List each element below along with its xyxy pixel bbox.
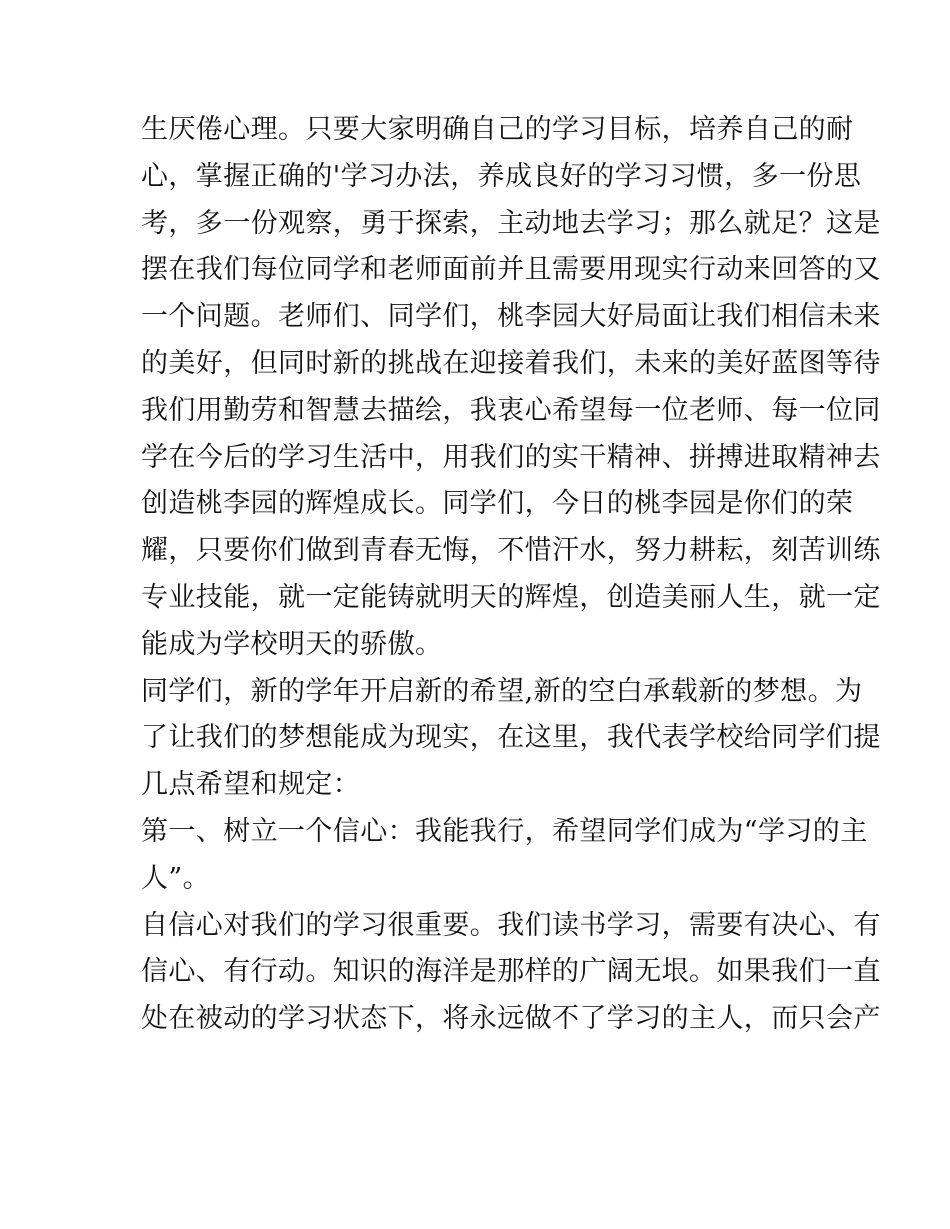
text-line: 的美好，但同时新的挑战在迎接着我们，未来的美好蓝图等待 [141, 347, 881, 379]
text-line: 能成为学校明天的骄傲。 [141, 628, 443, 660]
text-line: 创造桃李园的辉煌成长。同学们，今日的桃李园是你们的荣 [141, 488, 854, 520]
text-line: 人”。 [141, 862, 211, 894]
text-line: 信心、有行动。知识的海洋是那样的广阔无垠。如果我们一直 [141, 956, 881, 988]
text-line: 一个问题。老师们、同学们，桃李园大好局面让我们相信未来 [141, 301, 881, 333]
text-line: 同学们，新的学年开启新的希望,新的空白承载新的梦想。为 [141, 675, 863, 707]
text-line: 专业技能，就一定能铸就明天的辉煌，创造美丽人生，就一定 [141, 581, 881, 613]
text-line: 心，掌握正确的'学习办法，养成良好的学习习惯，多一份思 [141, 160, 862, 192]
text-line: 耀，只要你们做到青春无悔，不惜汗水，努力耕耘，刻苦训练 [141, 535, 881, 567]
document-body [141, 107, 881, 1043]
text-line: 摆在我们每位同学和老师面前并且需要用现实行动来回答的又 [141, 254, 881, 286]
text-line: 处在被动的学习状态下，将永远做不了学习的主人，而只会产 [141, 1003, 881, 1035]
text-line: 考，多一份观察，勇于探索，主动地去学习；那么就足？这是 [141, 207, 881, 239]
text-line: 自信心对我们的学习很重要。我们读书学习，需要有决心、有 [141, 909, 881, 941]
text-line: 第一、树立一个信心：我能我行，希望同学们成为“学习的主 [141, 815, 868, 847]
text-line: 我们用勤劳和智慧去描绘，我衷心希望每一位老师、每一位同 [141, 394, 881, 426]
text-line: 学在今后的学习生活中，用我们的实干精神、拼搏进取精神去 [141, 441, 881, 473]
text-line: 几点希望和规定： [141, 769, 361, 801]
text-line: 了让我们的梦想能成为现实，在这里，我代表学校给同学们提 [141, 722, 881, 754]
text-line: 生厌倦心理。只要大家明确自己的学习目标，培养自己的耐 [141, 114, 854, 145]
